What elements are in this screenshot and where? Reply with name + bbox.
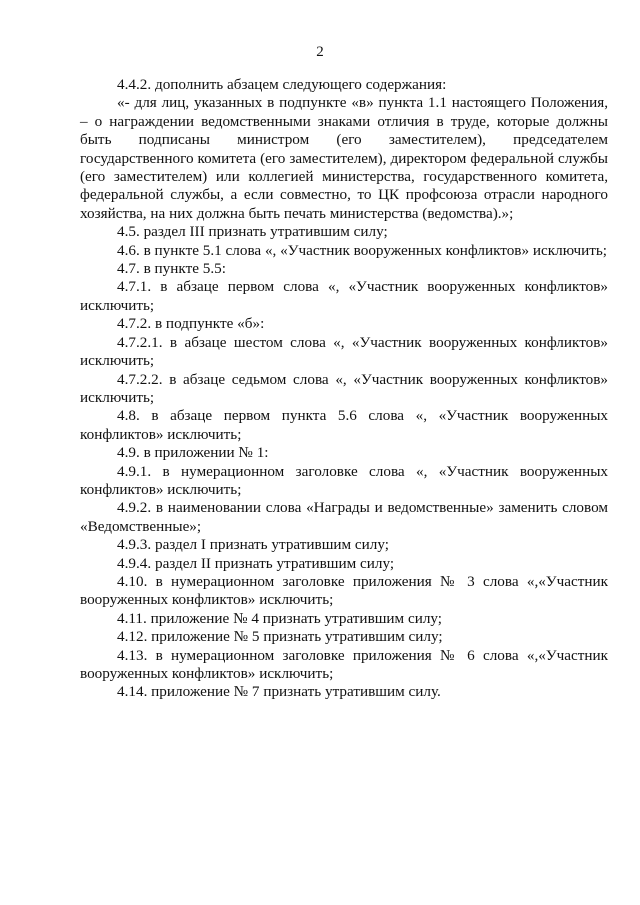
paragraph-4-11: 4.11. приложение № 4 признать утратившим силу;: [117, 609, 443, 627]
paragraph-4-9: 4.9. в приложении № 1:: [117, 444, 269, 462]
paragraph-4-7-1: 4.7.1. в абзаце первом слова «, «Участник вооруженных конфликтов» исключить;: [80, 278, 608, 314]
paragraph-4-7-2-1: 4.7.2.1. в абзаце шестом слова «, «Участник вооруженных конфликтов» исключить;: [80, 333, 608, 370]
paragraph-4-9-3: 4.9.3. раздел I признать утратившим силу;: [117, 536, 389, 554]
paragraph-4-9-4: 4.9.4. раздел II признать утратившим силу;: [117, 554, 395, 572]
paragraph-4-7: 4.7. в пункте 5.5:: [117, 260, 226, 278]
paragraph-4-9-1: 4.9.1. в нумерационном заголовке слова «, «Участник вооруженных конфликтов» исключить;: [80, 462, 608, 498]
paragraph-4-14: 4.14. приложение № 7 признать утратившим силу.: [117, 683, 441, 701]
paragraph-4-7-2-2: 4.7.2.2. в абзаце седьмом слова «, «Участник вооруженных конфликтов» исключить;: [80, 370, 608, 406]
paragraph-4-8: 4.8. в абзаце первом пункта 5.6 слова «, «Участник вооруженных конфликтов» исключить;: [80, 407, 608, 443]
paragraph-4-12: 4.12. приложение № 5 признать утратившим силу;: [117, 628, 443, 646]
paragraph-4-5: 4.5. раздел III признать утратившим силу;: [117, 223, 388, 241]
paragraph-4-13: 4.13. в нумерационном заголовке приложения № 6 слова «,«Участник вооруженных конфликтов» исключить;: [80, 646, 608, 682]
paragraph-4-4-2: 4.4.2. дополнить абзацем следующего содержания:: [117, 76, 447, 93]
paragraph-quote: «- для лиц, указанных в подпункте «в» пункта 1.1 настоящего Положения, – о награждении ведомственными знаками отличия в труде, которые должны быть подписаны министром (его заместителем), председателем государственного комитета (его заместителем), директором федеральной службы (его заместителем) или коллегией министерства, государственного комитета, федеральной службы, а если совместно, то ЦК профсоюза отрасли народного хозяйства, на них должна быть печать министерства (ведомства).»;: [80, 94, 608, 222]
paragraph-4-6: 4.6. в пункте 5.1 слова «, «Участник вооруженных конфликтов» исключить;: [117, 241, 608, 259]
paragraph-4-10: 4.10. в нумерационном заголовке приложения № 3 слова «,«Участник вооруженных конфликтов» исключить;: [80, 572, 608, 609]
paragraph-4-7-2: 4.7.2. в подпункте «б»:: [117, 315, 265, 333]
paragraph-4-9-2: 4.9.2. в наименовании слова «Награды и ведомственные» заменить словом «Ведомственные»;: [80, 499, 608, 535]
page-number: 2: [316, 44, 324, 60]
document-body: [80, 76, 608, 702]
